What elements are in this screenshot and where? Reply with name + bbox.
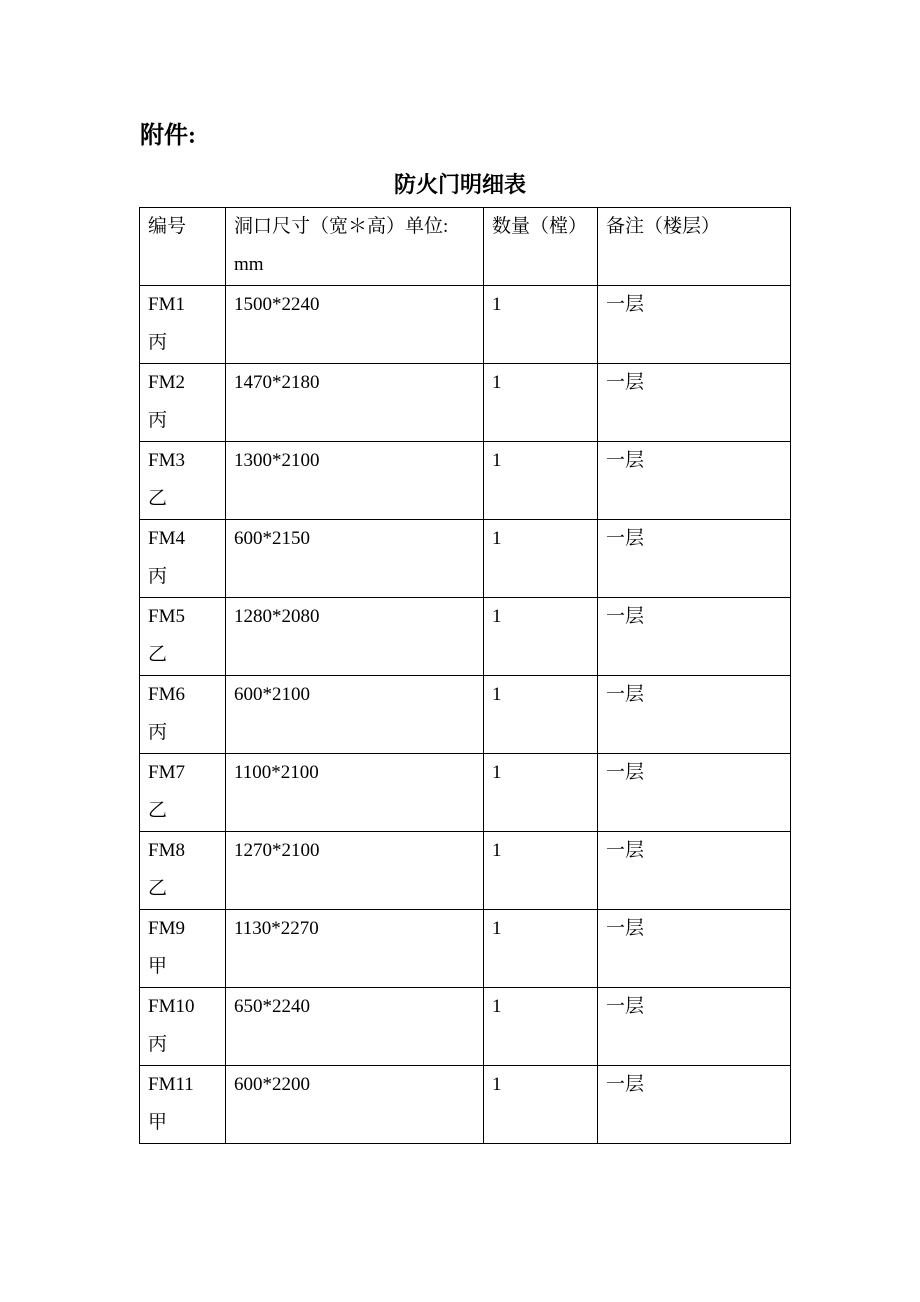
cell-size-size: 1500*2240 xyxy=(234,294,320,315)
cell-code-code: FM7 xyxy=(148,762,185,783)
cell-code xyxy=(140,520,226,598)
cell-code xyxy=(140,286,226,364)
document-title: 防火门明细表 xyxy=(393,172,526,197)
cell-remark-remark: 一层 xyxy=(606,840,645,861)
cell-size xyxy=(226,286,484,364)
cell-code-code: FM8 xyxy=(148,840,185,861)
cell-size-size: 1280*2080 xyxy=(234,606,320,627)
cell-quantity xyxy=(484,364,598,442)
cell-remark-remark: 一层 xyxy=(606,918,645,939)
cell-remark xyxy=(598,520,791,598)
cell-size xyxy=(226,676,484,754)
cell-remark xyxy=(598,676,791,754)
cell-size xyxy=(226,832,484,910)
table-row xyxy=(140,1066,791,1144)
cell-quantity xyxy=(484,1066,598,1144)
cell-quantity-quantity: 1 xyxy=(492,840,502,861)
cell-size xyxy=(226,910,484,988)
cell-remark xyxy=(598,598,791,676)
cell-size-size: 650*2240 xyxy=(234,996,310,1017)
cell-code xyxy=(140,910,226,988)
cell-code-grade: 丙 xyxy=(148,1034,168,1055)
cell-quantity-quantity: 1 xyxy=(492,996,502,1017)
cell-quantity xyxy=(484,910,598,988)
cell-quantity-quantity: 1 xyxy=(492,1074,502,1095)
cell-code-grade: 乙 xyxy=(148,644,168,665)
cell-size-size: 1300*2100 xyxy=(234,450,320,471)
table-body xyxy=(140,286,791,1144)
cell-code xyxy=(140,364,226,442)
fire-door-table xyxy=(139,207,791,1144)
table-row xyxy=(140,754,791,832)
attachment-label: 附件: xyxy=(140,123,196,149)
cell-code-grade: 甲 xyxy=(148,1112,168,1133)
cell-quantity-quantity: 1 xyxy=(492,918,502,939)
cell-quantity xyxy=(484,676,598,754)
cell-remark-remark: 一层 xyxy=(606,762,645,783)
cell-remark-remark: 一层 xyxy=(606,606,645,627)
cell-code-code: FM11 xyxy=(148,1074,194,1095)
cell-remark-remark: 一层 xyxy=(606,450,645,471)
cell-size xyxy=(226,754,484,832)
cell-code-grade: 丙 xyxy=(148,566,168,587)
cell-size xyxy=(226,598,484,676)
cell-code-code: FM2 xyxy=(148,372,185,393)
cell-size-size: 600*2100 xyxy=(234,684,310,705)
cell-size-size: 1270*2100 xyxy=(234,840,320,861)
cell-quantity xyxy=(484,988,598,1066)
cell-remark-remark: 一层 xyxy=(606,1074,645,1095)
cell-size xyxy=(226,1066,484,1144)
table-row xyxy=(140,832,791,910)
cell-code-grade: 乙 xyxy=(148,800,168,821)
cell-code xyxy=(140,1066,226,1144)
table-row xyxy=(140,364,791,442)
cell-remark xyxy=(598,442,791,520)
cell-quantity xyxy=(484,754,598,832)
cell-remark xyxy=(598,754,791,832)
cell-quantity xyxy=(484,286,598,364)
cell-remark-remark: 一层 xyxy=(606,372,645,393)
cell-remark-remark: 一层 xyxy=(606,684,645,705)
cell-code xyxy=(140,676,226,754)
cell-quantity-quantity: 1 xyxy=(492,606,502,627)
cell-remark xyxy=(598,286,791,364)
cell-remark xyxy=(598,832,791,910)
cell-code xyxy=(140,754,226,832)
header-remark: 备注（楼层） xyxy=(598,208,791,286)
cell-remark-remark: 一层 xyxy=(606,528,645,549)
cell-remark-remark: 一层 xyxy=(606,996,645,1017)
cell-quantity xyxy=(484,520,598,598)
cell-code-grade: 甲 xyxy=(148,956,168,977)
cell-code-code: FM3 xyxy=(148,450,185,471)
cell-quantity-quantity: 1 xyxy=(492,294,502,315)
cell-size-size: 1470*2180 xyxy=(234,372,320,393)
table-row xyxy=(140,520,791,598)
cell-remark xyxy=(598,988,791,1066)
header-code: 编号 xyxy=(140,208,226,286)
cell-quantity xyxy=(484,832,598,910)
cell-quantity-quantity: 1 xyxy=(492,762,502,783)
cell-size xyxy=(226,364,484,442)
cell-quantity-quantity: 1 xyxy=(492,684,502,705)
cell-quantity xyxy=(484,442,598,520)
cell-remark xyxy=(598,910,791,988)
table-row xyxy=(140,988,791,1066)
cell-code-grade: 乙 xyxy=(148,878,168,899)
cell-size-size: 1130*2270 xyxy=(234,918,319,939)
cell-code-grade: 丙 xyxy=(148,410,168,431)
cell-code-code: FM1 xyxy=(148,294,185,315)
cell-quantity-quantity: 1 xyxy=(492,450,502,471)
cell-quantity-quantity: 1 xyxy=(492,528,502,549)
cell-code-code: FM9 xyxy=(148,918,185,939)
cell-code-code: FM6 xyxy=(148,684,185,705)
cell-size xyxy=(226,988,484,1066)
cell-remark-remark: 一层 xyxy=(606,294,645,315)
cell-size xyxy=(226,442,484,520)
cell-code-code: FM10 xyxy=(148,996,195,1017)
cell-code xyxy=(140,988,226,1066)
cell-size-size: 600*2200 xyxy=(234,1074,310,1095)
cell-quantity xyxy=(484,598,598,676)
table-row xyxy=(140,442,791,520)
cell-remark xyxy=(598,1066,791,1144)
cell-remark xyxy=(598,364,791,442)
table-row xyxy=(140,598,791,676)
cell-code-code: FM4 xyxy=(148,528,185,549)
cell-code-grade: 丙 xyxy=(148,332,168,353)
cell-code-grade: 乙 xyxy=(148,488,168,509)
table-row xyxy=(140,286,791,364)
table-row xyxy=(140,676,791,754)
cell-quantity-quantity: 1 xyxy=(492,372,502,393)
cell-code xyxy=(140,442,226,520)
cell-size-size: 600*2150 xyxy=(234,528,310,549)
cell-code-grade: 丙 xyxy=(148,722,168,743)
cell-code-code: FM5 xyxy=(148,606,185,627)
table-header-row xyxy=(140,208,791,286)
cell-code xyxy=(140,598,226,676)
cell-size-size: 1100*2100 xyxy=(234,762,319,783)
cell-size xyxy=(226,520,484,598)
cell-code xyxy=(140,832,226,910)
table-row xyxy=(140,910,791,988)
header-size: 洞口尺寸（宽＊高）单位: mm xyxy=(226,208,484,286)
header-quantity: 数量（樘） xyxy=(484,208,598,286)
